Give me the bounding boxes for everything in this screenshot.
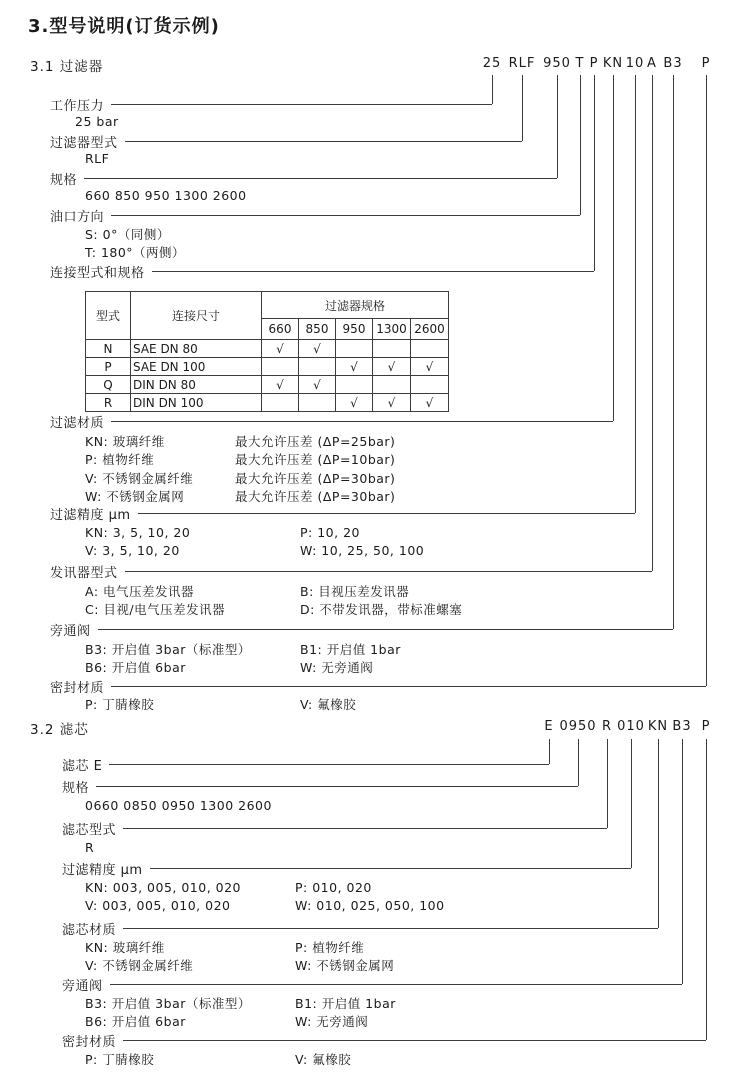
port-option-t: T: 180°（两侧） xyxy=(85,245,186,260)
cell-mark: √ xyxy=(373,394,411,412)
doc-title: 3.型号说明(订货示例) xyxy=(28,16,220,37)
cell-mark xyxy=(299,358,336,376)
bypass-option: B1: 开启值 1bar xyxy=(300,642,401,657)
element-fineness-option: V: 003, 005, 010, 020 xyxy=(85,898,231,913)
row-indicator xyxy=(50,563,652,579)
code-drop-line xyxy=(682,739,683,984)
bypass-option: B3: 开启值 3bar（标准型） xyxy=(85,642,251,657)
leader-line xyxy=(123,1040,706,1041)
working-pressure-label: 工作压力 xyxy=(50,98,105,114)
leader-line xyxy=(123,928,658,929)
element-bypass-option: B3: 开启值 3bar（标准型） xyxy=(85,996,251,1011)
leader-line xyxy=(96,786,578,787)
element-material-option: KN: 玻璃纤维 xyxy=(85,940,165,955)
bypass-option: W: 无旁通阀 xyxy=(300,660,374,675)
cell-mark xyxy=(411,340,449,358)
indicator-option: C: 目视/电气压差发讯器 xyxy=(85,602,226,617)
code-drop-line xyxy=(613,75,614,421)
cell-mark: √ xyxy=(336,358,373,376)
code-drop-line xyxy=(594,75,595,271)
code-token-seal: P xyxy=(701,719,711,734)
cell-type: P xyxy=(86,358,131,376)
code-drop-line xyxy=(673,75,674,629)
leader-line xyxy=(84,178,557,179)
code-drop-line xyxy=(549,739,550,764)
code-token-material: KN xyxy=(602,56,624,71)
fineness-label: 过滤精度 μm xyxy=(50,507,131,523)
leader-line xyxy=(111,104,492,105)
cell-mark xyxy=(299,394,336,412)
header-cell-type: 型式 xyxy=(86,292,131,340)
code-token-fineness: 10 xyxy=(625,56,645,71)
code-token-size: 0950 xyxy=(559,719,597,734)
code-drop-line xyxy=(652,75,653,571)
indicator-option: D: 不带发讯器，带标准螺塞 xyxy=(300,602,463,617)
row-working-pressure xyxy=(50,96,492,112)
table-row xyxy=(86,340,449,358)
filter-type-value: RLF xyxy=(85,151,110,166)
cell-mark xyxy=(262,358,299,376)
leader-line xyxy=(138,513,635,514)
code-drop-line xyxy=(522,75,523,141)
cell-mark: √ xyxy=(262,376,299,394)
code-token-port: T xyxy=(575,56,585,71)
cell-type: Q xyxy=(86,376,131,394)
row-seal xyxy=(50,678,706,694)
seal-option: V: 氟橡胶 xyxy=(300,697,357,712)
code-token-connection: P xyxy=(589,56,599,71)
code-token-bypass: B3 xyxy=(663,56,683,71)
cell-mark xyxy=(262,394,299,412)
element-material-option: P: 植物纤维 xyxy=(295,940,365,955)
cell-mark xyxy=(336,376,373,394)
code-token-element-type: R xyxy=(601,719,613,734)
code-token-bypass: B3 xyxy=(672,719,692,734)
cell-mark: √ xyxy=(336,394,373,412)
cell-size: SAE DN 100 xyxy=(131,358,262,376)
element-fineness-option: P: 010, 020 xyxy=(295,880,372,895)
leader-line xyxy=(125,571,652,572)
table-header-row-1 xyxy=(86,292,449,319)
cell-mark: √ xyxy=(299,340,336,358)
code-token-pressure: 25 xyxy=(482,56,502,71)
indicator-option: A: 电气压差发讯器 xyxy=(85,584,195,599)
code-drop-line xyxy=(706,739,707,1040)
filter-material-label: 过滤材质 xyxy=(50,415,105,431)
element-seal-option: P: 丁腈橡胶 xyxy=(85,1052,155,1067)
element-type-label: 滤芯型式 xyxy=(62,822,117,838)
row-element-material xyxy=(62,920,658,936)
code-drop-line xyxy=(578,739,579,786)
header-cell-spec-col: 1300 xyxy=(373,319,411,340)
element-material-option: V: 不锈钢金属纤维 xyxy=(85,958,194,973)
header-cell-spec-col: 2600 xyxy=(411,319,449,340)
leader-line xyxy=(123,828,607,829)
row-element-seal xyxy=(62,1032,706,1048)
leader-line xyxy=(152,271,594,272)
code-token-size: 950 xyxy=(543,56,571,71)
code-token-indicator: A xyxy=(647,56,657,71)
material-dp: 最大允许压差 (ΔP=30bar) xyxy=(235,471,396,486)
cell-size: DIN DN 100 xyxy=(131,394,262,412)
connection-label: 连接型式和规格 xyxy=(50,265,145,281)
material-option: V: 不锈钢金属纤维 xyxy=(85,471,194,486)
code-token-type: RLF xyxy=(508,56,536,71)
cell-mark xyxy=(373,340,411,358)
row-port-direction xyxy=(50,207,580,223)
code-token-fineness: 010 xyxy=(617,719,645,734)
code-drop-line xyxy=(635,75,636,513)
row-element-bypass xyxy=(62,976,682,992)
element-material-option: W: 不锈钢金属网 xyxy=(295,958,395,973)
row-filter-type xyxy=(50,133,522,149)
material-dp: 最大允许压差 (ΔP=30bar) xyxy=(235,489,396,504)
row-element-size xyxy=(62,778,578,794)
cell-mark xyxy=(411,376,449,394)
material-dp: 最大允许压差 (ΔP=10bar) xyxy=(235,452,396,467)
cell-mark: √ xyxy=(262,340,299,358)
leader-line xyxy=(111,215,580,216)
row-fineness xyxy=(50,505,635,521)
cell-mark: √ xyxy=(373,358,411,376)
code-drop-line xyxy=(658,739,659,928)
element-seal-option: V: 氟橡胶 xyxy=(295,1052,352,1067)
element-type-value: R xyxy=(85,840,95,855)
row-bypass xyxy=(50,621,673,637)
leader-line xyxy=(111,421,613,422)
code-drop-line xyxy=(492,75,493,104)
cell-type: R xyxy=(86,394,131,412)
cell-mark: √ xyxy=(411,358,449,376)
code-token-element: E xyxy=(544,719,554,734)
leader-line xyxy=(109,764,549,765)
code-drop-line xyxy=(580,75,581,215)
working-pressure-value: 25 bar xyxy=(75,114,119,129)
element-bypass-option: B1: 开启值 1bar xyxy=(295,996,396,1011)
connection-spec-table xyxy=(85,291,449,412)
cell-size: SAE DN 80 xyxy=(131,340,262,358)
row-element xyxy=(62,756,549,772)
fineness-option: KN: 3, 5, 10, 20 xyxy=(85,525,191,540)
cell-size: DIN DN 80 xyxy=(131,376,262,394)
fineness-option: P: 10, 20 xyxy=(300,525,360,540)
header-cell-size: 连接尺寸 xyxy=(131,292,262,340)
size-label: 规格 xyxy=(50,172,78,188)
leader-line xyxy=(125,141,522,142)
leader-line xyxy=(110,984,682,985)
material-dp: 最大允许压差 (ΔP=25bar) xyxy=(235,434,396,449)
section-3-1-heading: 3.1 过滤器 xyxy=(30,59,104,75)
cell-mark xyxy=(373,376,411,394)
table-row xyxy=(86,376,449,394)
material-option: KN: 玻璃纤维 xyxy=(85,434,165,449)
indicator-option: B: 目视压差发讯器 xyxy=(300,584,410,599)
code-drop-line xyxy=(607,739,608,828)
cell-mark xyxy=(336,340,373,358)
row-element-fineness xyxy=(62,860,631,876)
material-option: W: 不锈钢金属网 xyxy=(85,489,185,504)
element-bypass-option: B6: 开启值 6bar xyxy=(85,1014,186,1029)
row-filter-material xyxy=(50,413,613,429)
code-token-material: KN xyxy=(647,719,669,734)
code-drop-line xyxy=(557,75,558,178)
port-option-s: S: 0°（同侧） xyxy=(85,227,170,242)
seal-label: 密封材质 xyxy=(50,680,105,696)
seal-option: P: 丁腈橡胶 xyxy=(85,697,155,712)
element-fineness-label: 过滤精度 μm xyxy=(62,862,143,878)
row-element-type xyxy=(62,820,607,836)
leader-line xyxy=(111,686,706,687)
table-row xyxy=(86,394,449,412)
material-option: P: 植物纤维 xyxy=(85,452,155,467)
element-size-label: 规格 xyxy=(62,780,90,796)
element-label: 滤芯 E xyxy=(62,758,103,774)
header-cell-spec-col: 950 xyxy=(336,319,373,340)
table-row xyxy=(86,358,449,376)
code-drop-line xyxy=(706,75,707,686)
cell-mark: √ xyxy=(411,394,449,412)
element-bypass-label: 旁通阀 xyxy=(62,978,103,994)
element-bypass-option: W: 无旁通阀 xyxy=(295,1014,369,1029)
cell-mark: √ xyxy=(299,376,336,394)
cell-type: N xyxy=(86,340,131,358)
bypass-label: 旁通阀 xyxy=(50,623,91,639)
bypass-option: B6: 开启值 6bar xyxy=(85,660,186,675)
row-size xyxy=(50,170,557,186)
filter-type-label: 过滤器型式 xyxy=(50,135,118,151)
fineness-option: V: 3, 5, 10, 20 xyxy=(85,543,180,558)
port-direction-label: 油口方向 xyxy=(50,209,105,225)
header-cell-spec: 过滤器规格 xyxy=(262,292,449,319)
header-cell-spec-col: 660 xyxy=(262,319,299,340)
indicator-label: 发讯器型式 xyxy=(50,565,118,581)
leader-line xyxy=(98,629,673,630)
row-connection xyxy=(50,263,594,279)
header-cell-spec-col: 850 xyxy=(299,319,336,340)
element-fineness-option: KN: 003, 005, 010, 020 xyxy=(85,880,242,895)
leader-line xyxy=(150,868,631,869)
code-token-seal: P xyxy=(701,56,711,71)
element-size-value: 0660 0850 0950 1300 2600 xyxy=(85,798,272,813)
fineness-option: W: 10, 25, 50, 100 xyxy=(300,543,425,558)
element-material-label: 滤芯材质 xyxy=(62,922,117,938)
size-value: 660 850 950 1300 2600 xyxy=(85,188,247,203)
element-seal-label: 密封材质 xyxy=(62,1034,117,1050)
code-drop-line xyxy=(631,739,632,868)
section-3-2-heading: 3.2 滤芯 xyxy=(30,722,89,738)
element-fineness-option: W: 010, 025, 050, 100 xyxy=(295,898,445,913)
